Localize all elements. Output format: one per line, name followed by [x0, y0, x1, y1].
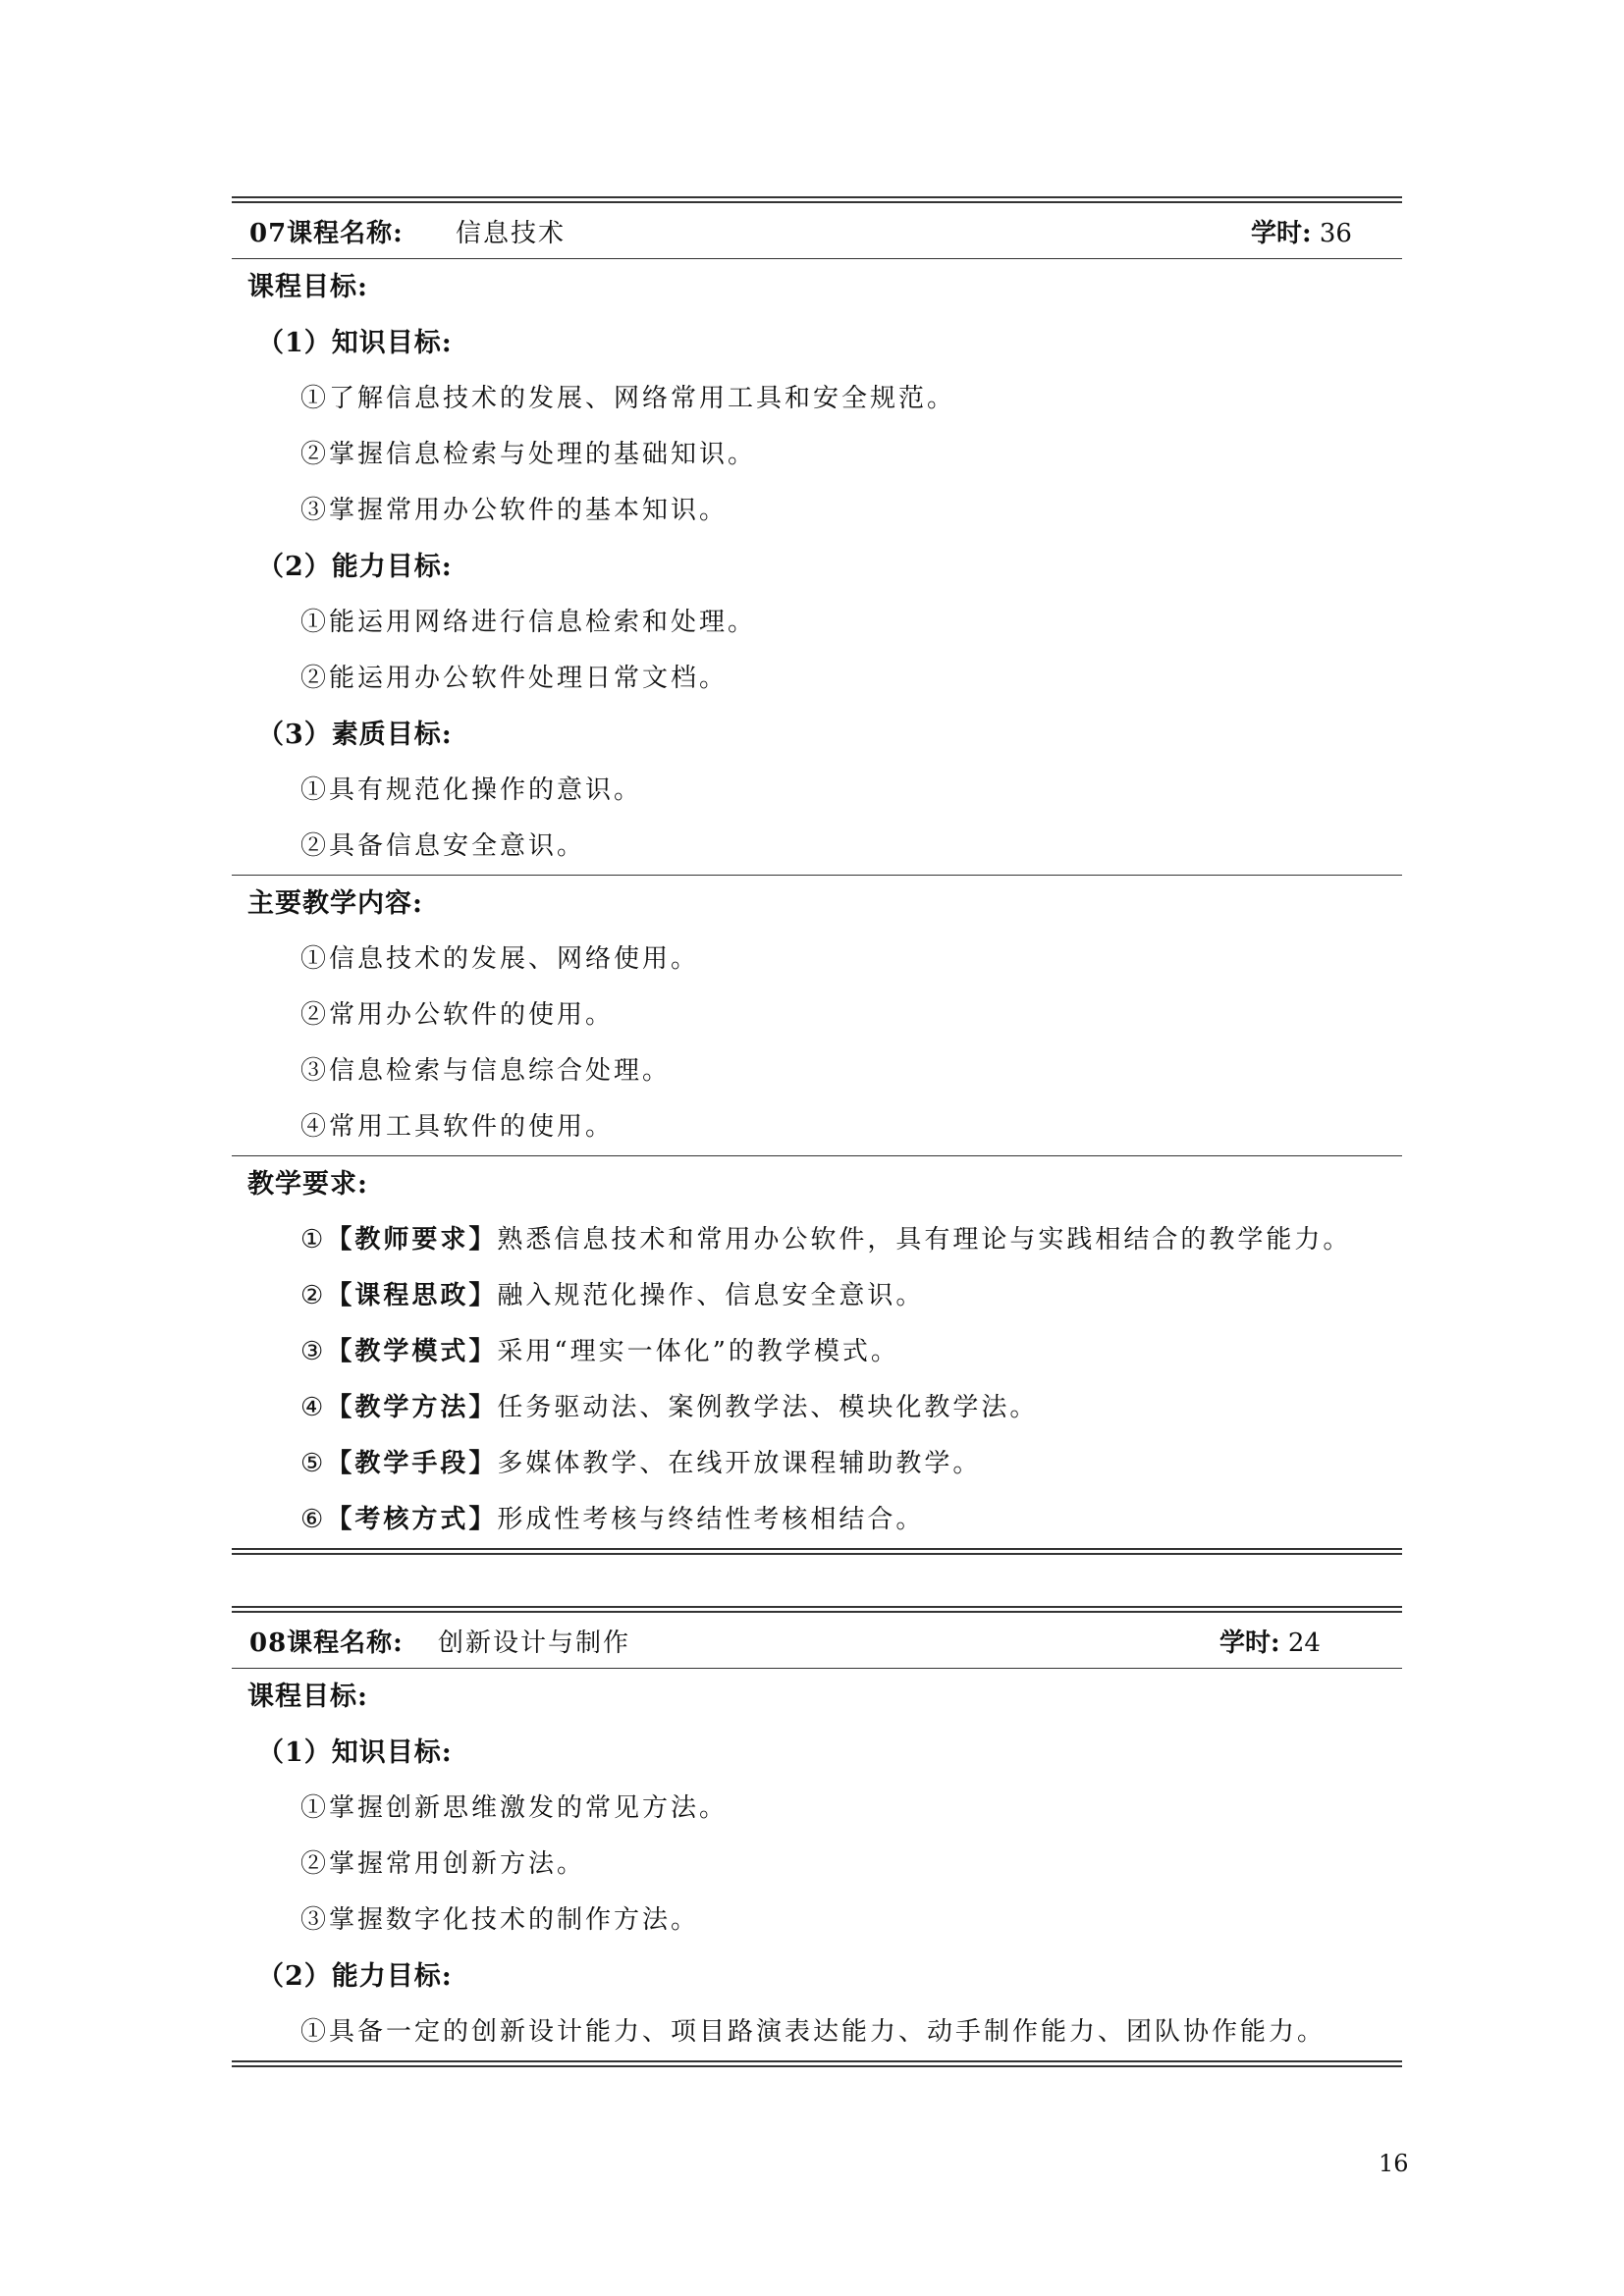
knowledge-goals-title: （1）知识目标: — [257, 1737, 453, 1768]
content-item: ④常用工具软件的使用。 — [300, 1112, 615, 1142]
hours-label: 学时: — [1251, 219, 1312, 248]
bottom-double-rule — [232, 1548, 1402, 1555]
knowledge-goals-title: （1）知识目标: — [257, 328, 453, 358]
ability-goals-title: （2）能力目标: — [257, 552, 453, 582]
course-hours — [1251, 213, 1352, 249]
page-number: 16 — [1379, 2150, 1409, 2177]
hours-value: 36 — [1319, 219, 1352, 248]
course-block-07 — [232, 196, 1402, 1555]
requirement-text: 任务驱动法、案例教学法、模块化教学法。 — [497, 1393, 1039, 1422]
requirement-text: 采用“理实一体化”的教学模式。 — [497, 1337, 899, 1366]
requirement-tag: 【课程思政】 — [326, 1281, 498, 1310]
requirement-tag: 【考核方式】 — [326, 1505, 498, 1534]
goal-item: ①具有规范化操作的意识。 — [300, 775, 643, 805]
content-item: ①信息技术的发展、网络使用。 — [300, 944, 700, 974]
goal-item: ③掌握数字化技术的制作方法。 — [300, 1905, 700, 1935]
course-name: 信息技术 — [456, 219, 567, 248]
ability-goals-title: （2）能力目标: — [257, 1961, 453, 1992]
goal-item: ②掌握信息检索与处理的基础知识。 — [300, 440, 757, 469]
goal-item: ①掌握创新思维激发的常见方法。 — [300, 1793, 729, 1823]
requirements-title: 教学要求: — [247, 1169, 368, 1200]
goal-item: ①了解信息技术的发展、网络常用工具和安全规范。 — [300, 384, 956, 413]
requirement-number: ④ — [300, 1393, 327, 1422]
requirement-tag: 【教学模式】 — [326, 1337, 498, 1366]
requirement-text: 形成性考核与终结性考核相结合。 — [497, 1505, 925, 1534]
goal-item: ①具备一定的创新设计能力、项目路演表达能力、动手制作能力、团队协作能力。 — [300, 2017, 1326, 2047]
requirement-tag: 【教学方法】 — [326, 1393, 498, 1422]
requirement-item — [232, 1268, 1402, 1324]
requirement-number: ⑤ — [300, 1449, 327, 1478]
goals-title: 课程目标: — [247, 272, 368, 302]
goals-title: 课程目标: — [247, 1682, 368, 1712]
quality-goals-title: （3）素质目标: — [257, 720, 453, 750]
content-item: ③信息检索与信息综合处理。 — [300, 1056, 672, 1086]
bottom-double-rule — [232, 2060, 1402, 2067]
course-code-label: 07课程名称: — [249, 219, 404, 248]
goal-item: ③掌握常用办公软件的基本知识。 — [300, 496, 729, 525]
requirement-item — [232, 1380, 1402, 1436]
course-header — [232, 203, 1402, 258]
requirement-item — [232, 1324, 1402, 1380]
course-header — [232, 1613, 1402, 1668]
goal-item: ②掌握常用创新方法。 — [300, 1849, 586, 1879]
hours-label: 学时: — [1219, 1629, 1280, 1658]
requirement-number: ① — [300, 1225, 327, 1255]
requirement-item — [232, 1212, 1402, 1268]
requirement-text: 熟悉信息技术和常用办公软件，具有理论与实践相结合的教学能力。 — [497, 1225, 1352, 1255]
hours-value: 24 — [1287, 1629, 1321, 1658]
content-item: ②常用办公软件的使用。 — [300, 1000, 615, 1030]
goal-item: ①能运用网络进行信息检索和处理。 — [300, 608, 757, 637]
requirement-text: 融入规范化操作、信息安全意识。 — [497, 1281, 925, 1310]
course-block-08 — [232, 1606, 1402, 2067]
goal-item: ②能运用办公软件处理日常文档。 — [300, 664, 729, 693]
requirement-number: ③ — [300, 1337, 327, 1366]
course-hours — [1219, 1623, 1321, 1659]
course-name: 创新设计与制作 — [438, 1629, 631, 1658]
requirement-number: ⑥ — [300, 1505, 327, 1534]
requirement-item — [232, 1492, 1402, 1548]
goal-item: ②具备信息安全意识。 — [300, 831, 586, 861]
top-double-rule — [232, 1606, 1402, 1613]
top-double-rule — [232, 196, 1402, 203]
requirement-text: 多媒体教学、在线开放课程辅助教学。 — [497, 1449, 982, 1478]
requirement-tag: 【教师要求】 — [326, 1225, 498, 1255]
course-code-label: 08课程名称: — [249, 1629, 404, 1658]
requirement-item — [232, 1436, 1402, 1492]
requirement-tag: 【教学手段】 — [326, 1449, 498, 1478]
requirement-number: ② — [300, 1281, 327, 1310]
content-title: 主要教学内容: — [247, 888, 423, 919]
